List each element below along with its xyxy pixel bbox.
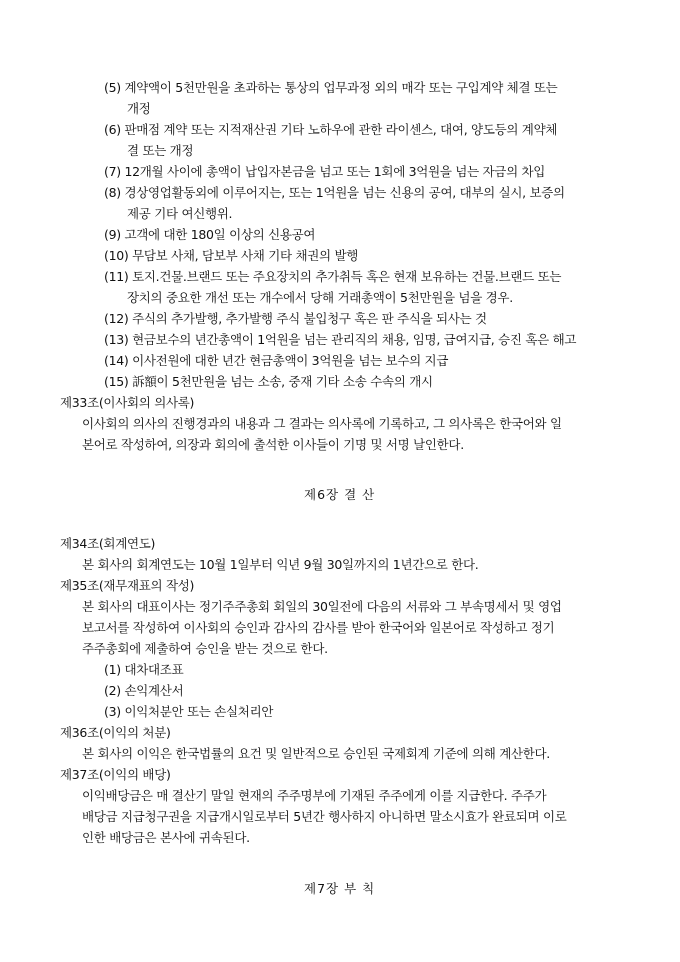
item-5-line-1: (5) 계약액이 5천만원을 초과하는 통상의 업무과정 외의 매각 또는 구입계약 체결 또는: [104, 80, 558, 95]
item-14-line-1: (14) 이사전원에 대한 년간 현금총액이 3억원을 넘는 보수의 지급: [104, 353, 449, 368]
chapter-6-heading: 제6장 결 산: [304, 487, 376, 502]
article-35-body-line-2: 보고서를 작성하여 이사회의 승인과 감사의 감사를 받아 한국어와 일본어로 작성하고 정기: [82, 620, 555, 635]
article-34-body-line-1: 본 회사의 회계연도는 10월 1일부터 익년 9월 30일까지의 1년간으로 한다.: [82, 557, 479, 572]
article-37-body-line-1: 이익배당금은 매 결산기 말일 현재의 주주명부에 기재된 주주에게 이를 지급한다. 주주가: [82, 788, 547, 803]
article-37-body-line-3: 인한 배당금은 본사에 귀속된다.: [82, 830, 250, 845]
article-35-item-1: (1) 대차대조표: [104, 662, 184, 677]
article-33-body-line-2: 본어로 작성하여, 의장과 회의에 출석한 이사들이 기명 및 서명 날인한다.: [82, 437, 464, 452]
article-35-item-2: (2) 손익계산서: [104, 683, 184, 698]
item-6-line-1: (6) 판매점 계약 또는 지적재산권 기타 노하우에 관한 라이센스, 대여, 양도등의 계약체: [104, 122, 558, 137]
item-8-line-1: (8) 경상영업활동외에 이루어지는, 또는 1억원을 넘는 신용의 공여, 대부의 실시, 보증의: [104, 185, 565, 200]
article-35-body-line-3: 주주총회에 제출하여 승인을 받는 것으로 한다.: [82, 641, 328, 656]
item-6-line-2: 결 또는 개정: [127, 143, 194, 158]
article-36-title: 제36조(이익의 처분): [60, 725, 171, 740]
item-10-line-1: (10) 무담보 사채, 담보부 사채 기타 채권의 발행: [104, 248, 359, 263]
article-35-item-3: (3) 이익처분안 또는 손실처리안: [104, 704, 274, 719]
item-11-line-1: (11) 토지.건물.브랜드 또는 주요장치의 추가취득 혹은 현재 보유하는 건물.브랜드 또는: [104, 269, 562, 284]
item-5-line-2: 개정: [127, 101, 151, 116]
item-12-line-1: (12) 주식의 추가발행, 추가발행 주식 불입청구 혹은 판 주식을 되사는 것: [104, 311, 487, 326]
article-37-title: 제37조(이익의 배당): [60, 767, 171, 782]
article-36-body-line-1: 본 회사의 이익은 한국법률의 요건 및 일반적으로 승인된 국제회계 기준에 의해 계산한다.: [82, 746, 550, 761]
article-33-title: 제33조(이사회의 의사록): [60, 395, 195, 410]
article-35-title: 제35조(재무재표의 작성): [60, 578, 195, 593]
item-7-line-1: (7) 12개월 사이에 총액이 납입자본금을 넘고 또는 1회에 3억원을 넘는 자금의 차입: [104, 164, 546, 179]
item-13-line-1: (13) 현금보수의 년간총액이 1억원을 넘는 관리직의 채용, 임명, 급여지급, 승진 혹은 해고: [104, 332, 577, 347]
article-34-title: 제34조(회계연도): [60, 536, 156, 551]
article-33-body-line-1: 이사회의 의사의 진행경과의 내용과 그 결과는 의사록에 기록하고, 그 의사록은 한국어와 일: [82, 416, 562, 431]
article-35-body-line-1: 본 회사의 대표이사는 정기주주총회 회일의 30일전에 다음의 서류와 그 부속명세서 및 영업: [82, 599, 562, 614]
item-9-line-1: (9) 고객에 대한 180일 이상의 신용공여: [104, 227, 316, 242]
chapter-7-heading: 제7장 부 칙: [304, 881, 376, 896]
item-11-line-2: 장치의 중요한 개선 또는 개수에서 당해 거래총액이 5천만원을 넘을 경우.: [127, 290, 513, 305]
item-8-line-2: 제공 기타 여신행위.: [127, 206, 233, 221]
article-37-body-line-2: 배당금 지급청구권을 지급개시일로부터 5년간 행사하지 아니하면 말소시효가 완료되며 이로: [82, 809, 567, 824]
item-15-line-1: (15) 訴額이 5천만원을 넘는 소송, 중재 기타 소송 수속의 개시: [104, 374, 433, 389]
